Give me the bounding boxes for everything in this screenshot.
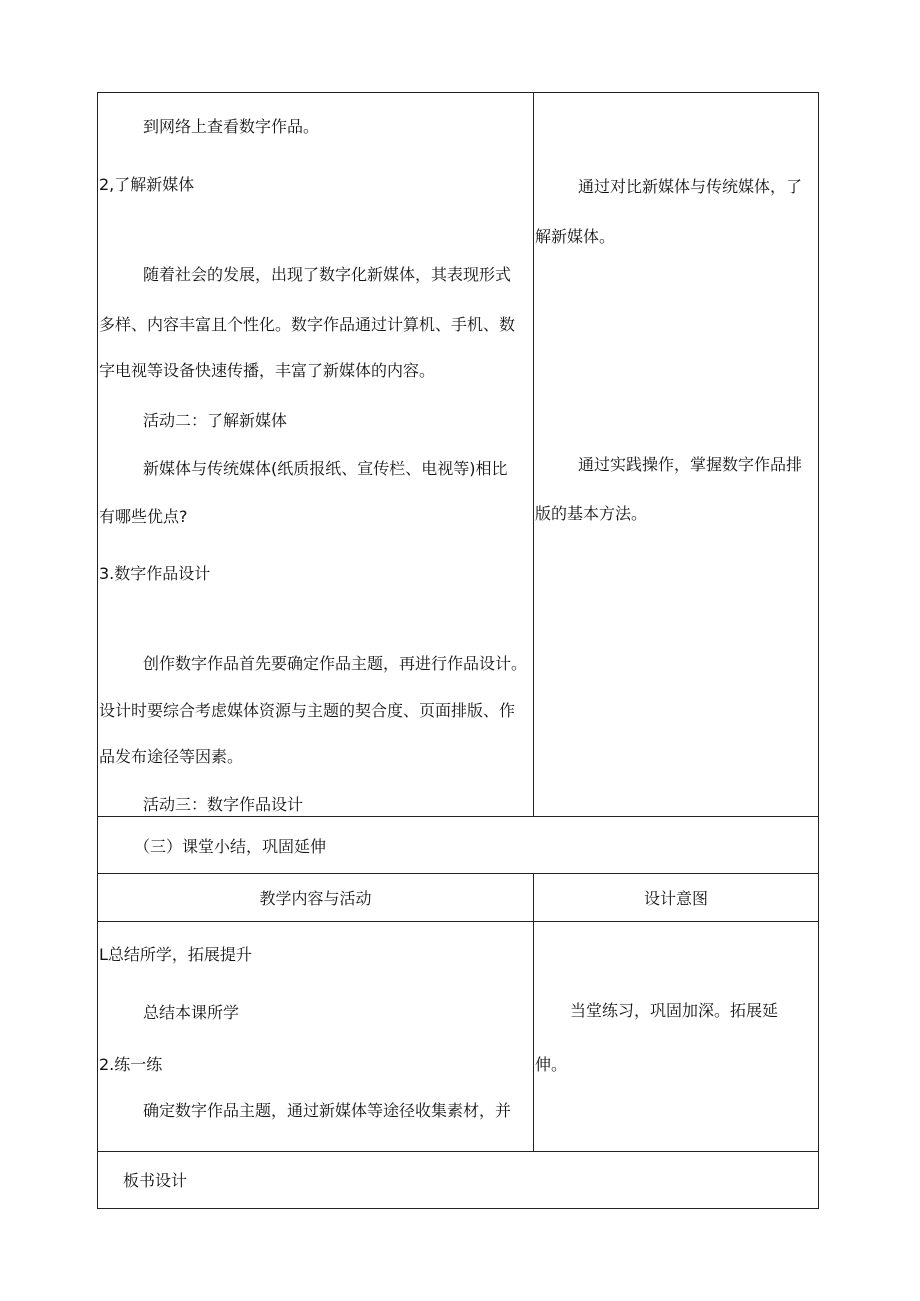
intent-line: 伸。 [535,1055,568,1074]
table-border-right [818,92,819,1209]
intent-line: 版的基本方法。 [535,504,648,523]
board-design-label: 板书设计 [123,1171,188,1190]
row-divider-body [97,921,819,922]
content-line: 品发布途径等因素。 [99,747,244,766]
content-line: 创作数字作品首先要确定作品主题，再进行作品设计。 [143,654,528,673]
content-line: 到网络上查看数字作品。 [143,117,320,136]
content-line: 确定数字作品主题，通过新媒体等途径收集素材，并 [143,1101,512,1120]
activity-label: 活动三：数字作品设计 [143,795,304,814]
content-line: 新媒体与传统媒体(纸质报纸、宣传栏、电视等)相比 [143,459,508,478]
intent-line: 通过实践操作，掌握数字作品排 [578,455,803,474]
content-heading: L总结所学，拓展提升 [99,945,252,964]
content-line: 随着社会的发展，出现了数字化新媒体，其表现形式 [143,265,512,284]
content-line: 多样、内容丰富且个性化。数字作品通过计算机、手机、数 [99,315,516,334]
content-heading: 2.练一练 [99,1055,163,1074]
content-line: 设计时要综合考虑媒体资源与主题的契合度、页面排版、作 [99,701,516,720]
column-divider-lower [533,873,534,1152]
table-border-bottom [97,1208,819,1209]
intent-line: 当堂练习，巩固加深。拓展延 [570,1001,779,1020]
content-line: 有哪些优点? [99,507,188,526]
table-border-top [97,92,819,93]
row-divider-heading [97,816,819,817]
content-heading: 2,了解新媒体 [99,175,195,194]
row-divider-board [97,1151,819,1152]
column-divider-upper [533,92,534,817]
intent-line: 通过对比新媒体与传统媒体，了 [578,177,803,196]
row-divider-header [97,873,819,874]
table-border-left [97,92,98,1209]
intent-line: 解新媒体。 [535,227,616,246]
column-header-content: 教学内容与活动 [259,889,372,908]
column-header-intent: 设计意图 [643,889,708,908]
activity-label: 活动二：了解新媒体 [143,411,288,430]
content-line: 总结本课所学 [143,1003,240,1022]
content-heading: 3.数字作品设计 [99,564,211,583]
section-heading: （三）课堂小结，巩固延伸 [134,837,327,856]
content-line: 字电视等设备快速传播，丰富了新媒体的内容。 [99,361,436,380]
